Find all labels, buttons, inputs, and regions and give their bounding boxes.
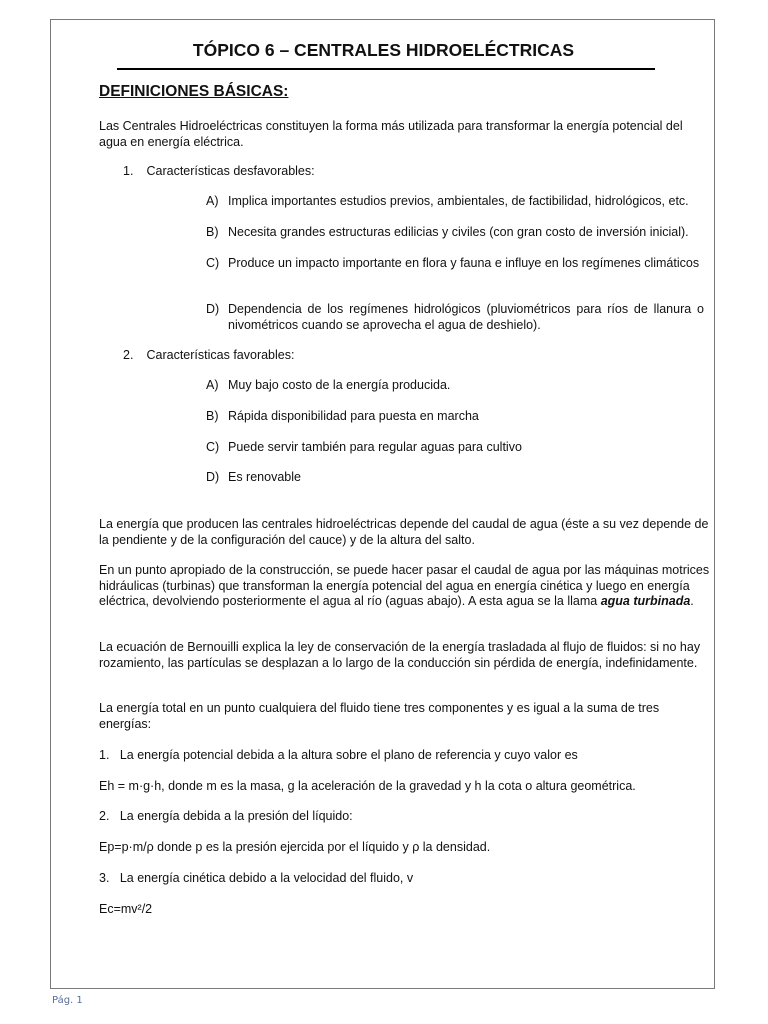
list1-number: 1.: [123, 164, 134, 178]
energy-depends-paragraph: La energía que producen las centrales hidroeléctricas depende del caudal de agua (éste a su vez depende de la pendiente y de la configuración del cauce) y de la altura del salto.: [99, 517, 709, 547]
total-energy-paragraph: La energía total en un punto cualquiera del fluido tiene tres componentes y es igual a la suma de tres energías:: [99, 701, 660, 731]
list-item-text: Puede servir también para regular aguas para cultivo: [228, 440, 522, 454]
list1-label: Características desfavorables:: [146, 164, 315, 178]
page-frame: [50, 19, 715, 989]
list2-heading: [123, 348, 683, 364]
list-item-letter: A): [206, 378, 219, 392]
list2-item-b: [206, 409, 704, 425]
list2-item-c: [206, 440, 704, 456]
list1-heading: [123, 164, 683, 180]
list-item-text: Muy bajo costo de la energía producida.: [228, 378, 451, 392]
list-item-letter: B): [206, 225, 219, 239]
turbinada-text: En un punto apropiado de la construcción, se puede hacer pasar el caudal de agua por las máquinas motrices hidráulicas (turbinas) que transforman la energía potencial del agua en energía cinética y luego en energía eléctrica, devolviendo posteriormente el agua al río (aguas abajo). A esta agua se la llama: [99, 563, 710, 609]
list-item-letter: C): [206, 440, 220, 454]
list2-label: Características favorables:: [146, 348, 295, 362]
list1-item-b: [206, 225, 704, 241]
turbinada-term: agua turbinada: [600, 594, 691, 609]
title-underline: [117, 68, 655, 70]
list-item-text: Dependencia de los regímenes hidrológicos (pluviométricos para ríos de llanura o nivométricos cuando se aprovecha el agua de deshielo).: [228, 302, 704, 332]
list-item-text: Es renovable: [228, 470, 301, 484]
list2-item-a: [206, 378, 704, 394]
turbinada-paragraph: [99, 563, 711, 610]
list2-number: 2.: [123, 348, 134, 362]
list-item-text: Rápida disponibilidad para puesta en marcha: [228, 409, 479, 423]
list1-item-c: [206, 256, 704, 272]
list-item-text: Necesita grandes estructuras edilicias y civiles (con gran costo de inversión inicial).: [228, 225, 689, 239]
component-1: 1. La energía potencial debida a la altura sobre el plano de referencia y cuyo valor es: [99, 748, 578, 762]
list-item-letter: D): [206, 302, 220, 316]
list1-item-d: [206, 302, 704, 333]
list-item-letter: D): [206, 470, 220, 484]
bernoulli-paragraph: La ecuación de Bernouilli explica la ley de conservación de la energía trasladada al flujo de fluidos: si no hay rozamiento, las partículas se desplazan a lo largo de la conducción sin pérdida de energía, indefinidamente.: [99, 640, 701, 670]
component-3-formula: Ec=mv²/2: [99, 902, 153, 916]
list1-item-a: [206, 194, 704, 210]
list-item-text: Produce un impacto importante en flora y fauna e influye en los regímenes climáticos: [228, 256, 700, 270]
list2-item-d: [206, 470, 704, 486]
intro-paragraph: Las Centrales Hidroeléctricas constituyen la forma más utilizada para transformar la energía potencial del agua en energía eléctrica.: [99, 119, 683, 149]
page-title: TÓPICO 6 – CENTRALES HIDROELÉCTRICAS: [192, 40, 575, 60]
list-item-letter: C): [206, 256, 220, 270]
section-heading: DEFINICIONES BÁSICAS:: [99, 83, 289, 100]
component-1-formula: Eh = m·g·h, donde m es la masa, g la aceleración de la gravedad y h la cota o altura geométrica.: [99, 779, 636, 793]
page-number: Pág. 1: [52, 995, 83, 1006]
list-item-letter: B): [206, 409, 219, 423]
component-2-formula: Ep=p·m/ρ donde p es la presión ejercida por el líquido y ρ la densidad.: [99, 840, 491, 854]
list-item-text: Implica importantes estudios previos, ambientales, de factibilidad, hidrológicos, etc.: [228, 194, 689, 208]
component-2: 2. La energía debida a la presión del líquido:: [99, 809, 353, 823]
list-item-letter: A): [206, 194, 219, 208]
turbinada-end: .: [690, 594, 694, 609]
component-3: 3. La energía cinética debido a la velocidad del fluido, v: [99, 871, 414, 885]
